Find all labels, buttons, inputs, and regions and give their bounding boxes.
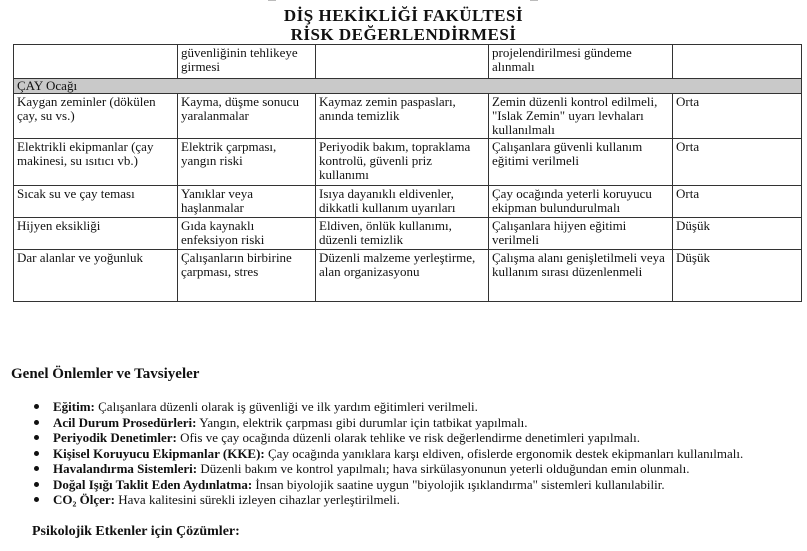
current-measure-cell: Düzenli malzeme yerleştirme, alan organizasyonu <box>316 250 489 302</box>
bullet-icon <box>34 420 39 425</box>
table-cell <box>673 45 802 79</box>
document-header <box>0 6 807 44</box>
faculty-title: DİŞ HEKİKLİĞİ FAKÜLTESİ <box>283 6 524 25</box>
hazard-cell: Dar alanlar ve yoğunluk <box>14 250 178 302</box>
bullet-icon <box>34 404 39 409</box>
table-row <box>14 186 802 218</box>
section-row <box>14 79 802 94</box>
suggestion-cell: Çalışanlara güvenli kullanım eğitimi verilmeli <box>489 139 673 186</box>
item-text: Çalışanlara düzenli olarak iş güvenliği ve ilk yardım eğitimleri verilmeli. <box>94 399 478 414</box>
item-text: Hava kalitesini sürekli izleyen cihazlar yerleştirilmeli. <box>115 492 400 507</box>
risk-level-cell: Orta <box>673 139 802 186</box>
item-label: Acil Durum Prosedürleri: <box>53 414 197 430</box>
list-item <box>32 415 802 431</box>
bullet-icon <box>34 497 39 502</box>
hazard-cell: Elektrikli ekipmanlar (çay makinesi, su ısıtıcı vb.) <box>14 139 178 186</box>
item-label: Havalandırma Sistemleri: <box>53 461 198 476</box>
item-text: Ofis ve çay ocağında düzenli olarak tehlike ve risk değerlendirme denetimleri yapılmalı. <box>176 430 640 445</box>
risk-cell: Kayma, düşme sonucu yaralanmalar <box>178 94 316 139</box>
general-measures-title: Genel Önlemler ve Tavsiyeler <box>11 366 200 382</box>
risk-cell: Elektrik çarpması, yangın riski <box>178 139 316 186</box>
suggestion-cell: Çay ocağında yeterli koruyucu ekipman bulundurulmalı <box>489 186 673 218</box>
current-measure-cell: Isıya dayanıklı eldivenler, dikkatli kullanım uyarıları <box>316 186 489 218</box>
risk-level-cell: Orta <box>673 94 802 139</box>
psychological-solutions-title: Psikolojik Etkenler için Çözümler: <box>32 524 240 539</box>
hazard-cell: Kaygan zeminler (dökülen çay, su vs.) <box>14 94 178 139</box>
bullet-icon <box>34 435 39 440</box>
table-row <box>14 139 802 186</box>
bullet-icon <box>34 451 39 456</box>
general-measures-list <box>32 399 802 508</box>
item-label: Kişisel Koruyucu Ekipmanlar (KKE): <box>53 445 265 461</box>
risk-table <box>13 44 802 302</box>
list-item <box>32 446 802 462</box>
item-text: İnsan biyolojik saatine uygun "biyolojik ışıklandırma" sistemleri kullanılabilir. <box>252 476 665 492</box>
suggestion-cell: Çalışanlara hijyen eğitimi verilmeli <box>489 218 673 250</box>
item-text: Çay ocağında yanıklara karşı eldiven, ofislerde ergonomik destek ekipmanları kullanılmalı. <box>264 445 744 461</box>
list-item <box>32 430 802 446</box>
suggestion-cell: Zemin düzenli kontrol edilmeli, "Islak Zemin" uyarı levhaları kullanılmalı <box>489 94 673 139</box>
bullet-icon <box>34 482 39 487</box>
hazard-cell: Sıcak su ve çay teması <box>14 186 178 218</box>
list-item <box>32 399 802 415</box>
list-item <box>32 461 802 477</box>
item-label: CO₂ Ölçer: <box>53 492 116 507</box>
table-cell: güvenliğinin tehlikeye girmesi <box>178 45 316 79</box>
table-cell <box>316 45 489 79</box>
current-measure-cell: Eldiven, önlük kullanımı, düzenli temizlik <box>316 218 489 250</box>
document-title: RİSK DEĞERLENDİRMESİ <box>290 25 517 44</box>
list-item <box>32 492 802 508</box>
item-text: Düzenli bakım ve kontrol yapılmalı; hava sirkülasyonunun yeterli olduğundan emin olunmalı. <box>197 461 690 476</box>
item-text: Yangın, elektrik çarpması gibi durumlar için tatbikat yapılmalı. <box>196 414 528 430</box>
section-label: ÇAY Ocağı <box>14 79 802 94</box>
table-cell <box>14 45 178 79</box>
risk-level-cell: Düşük <box>673 250 802 302</box>
bullet-icon <box>34 466 39 471</box>
hazard-cell: Hijyen eksikliği <box>14 218 178 250</box>
current-measure-cell: Kaymaz zemin paspasları, anında temizlik <box>316 94 489 139</box>
table-cell: projelendirilmesi gündeme alınmalı <box>489 45 673 79</box>
table-row <box>14 218 802 250</box>
table-row <box>14 94 802 139</box>
suggestion-cell: Çalışma alanı genişletilmeli veya kullanım sırası düzenlenmeli <box>489 250 673 302</box>
item-label: Periyodik Denetimler: <box>53 430 177 445</box>
risk-cell: Yanıklar veya haşlanmalar <box>178 186 316 218</box>
item-label: Eğitim: <box>53 399 95 414</box>
table-row <box>14 45 802 79</box>
risk-cell: Gıda kaynaklı enfeksiyon riski <box>178 218 316 250</box>
risk-level-cell: Orta <box>673 186 802 218</box>
table-row <box>14 250 802 302</box>
item-label: Doğal Işığı Taklit Eden Aydınlatma: <box>53 476 253 492</box>
list-item <box>32 477 802 493</box>
risk-cell: Çalışanların birbirine çarpması, stres <box>178 250 316 302</box>
current-measure-cell: Periyodik bakım, topraklama kontrolü, güvenli priz kullanımı <box>316 139 489 186</box>
risk-level-cell: Düşük <box>673 218 802 250</box>
